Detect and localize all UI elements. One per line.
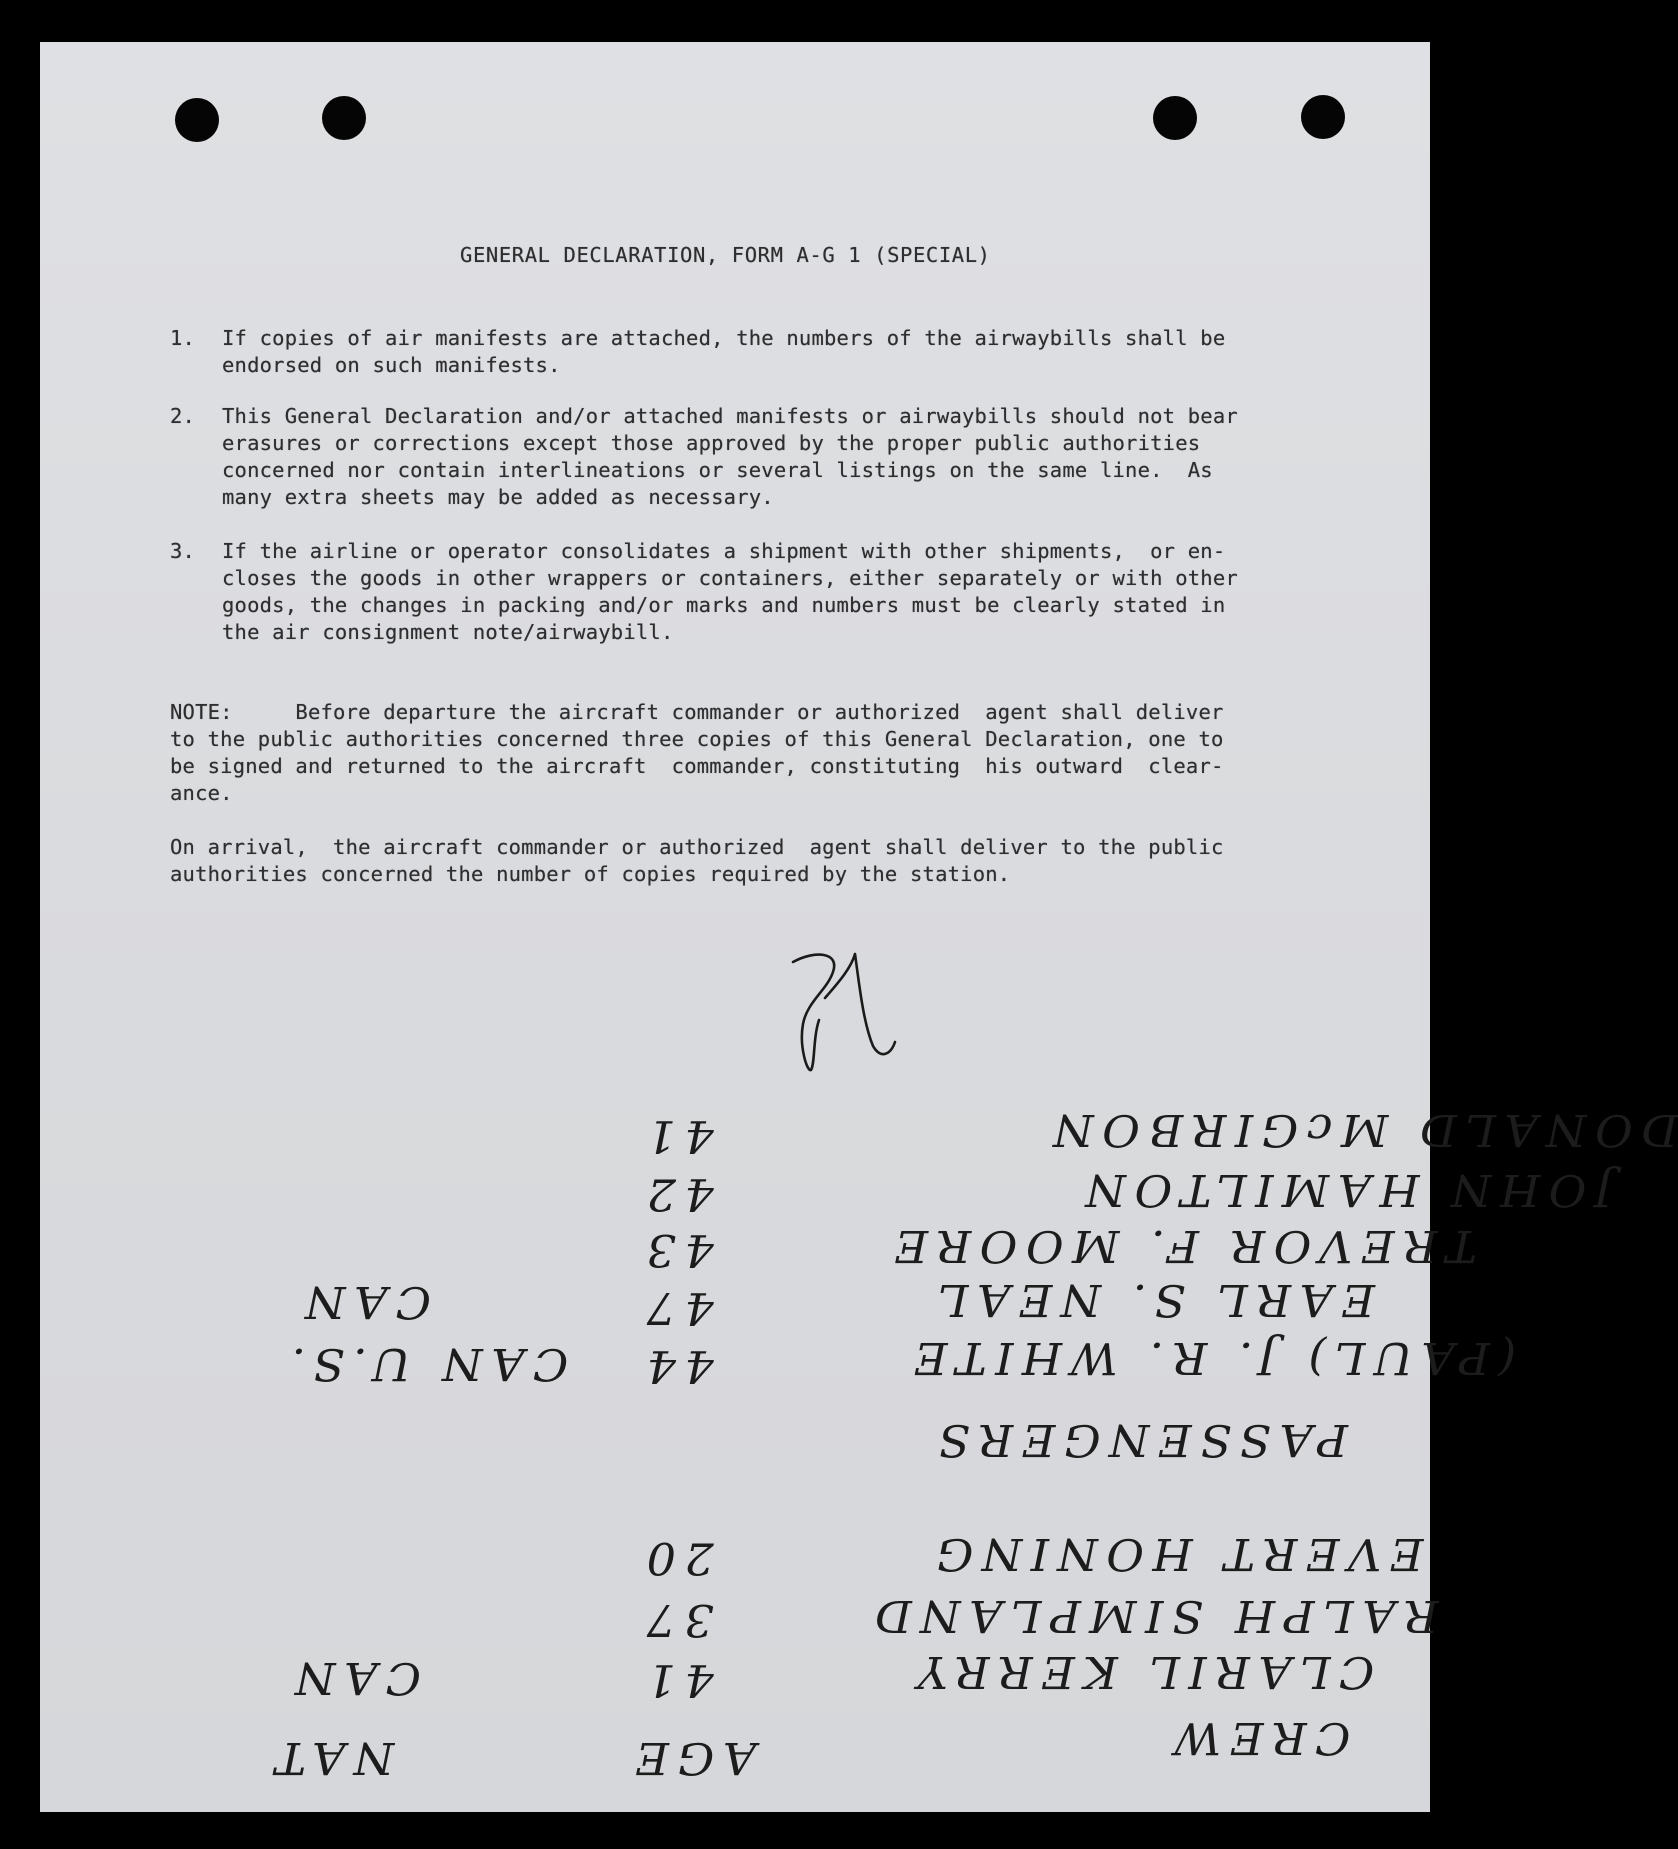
- note-line: ance.: [170, 781, 233, 805]
- note-line: to the public authorities concerned three copies of this General Declaration, one to: [170, 727, 1224, 751]
- crew-name: EVERT HONING: [928, 1528, 1424, 1579]
- instruction-item-1: [170, 325, 1350, 379]
- instruction-item-2: [170, 403, 1350, 511]
- crew-name: CLARIL KERRY: [908, 1646, 1375, 1697]
- item-line: endorsed on such manifests.: [222, 353, 561, 377]
- item-line: If the airline or operator consolidates a shipment with other shipments, or en-: [222, 539, 1226, 563]
- punch-hole: [1153, 96, 1197, 140]
- passenger-age: 43: [638, 1224, 714, 1275]
- item-number: 1.: [170, 326, 196, 350]
- handwritten-initials: [785, 942, 905, 1082]
- item-line: concerned nor contain interlineations or several listings on the same line. As: [222, 458, 1213, 482]
- passenger-name: JOHN HAMILTON: [1077, 1164, 1614, 1215]
- crew-header: CREW: [1165, 1712, 1351, 1763]
- crew-age: 37: [638, 1594, 714, 1645]
- passenger-age: 44: [638, 1340, 714, 1391]
- note-paragraph: [170, 699, 1360, 807]
- age-header: AGE: [626, 1732, 757, 1783]
- passenger-nationality: CAN: [296, 1276, 432, 1327]
- arrival-line: On arrival, the aircraft commander or authorized agent shall deliver to the public: [170, 835, 1224, 859]
- document-page: [40, 42, 1678, 1812]
- item-line: This General Declaration and/or attached manifests or airwaybills should not bear: [222, 404, 1238, 428]
- item-number: 2.: [170, 404, 196, 428]
- note-line: be signed and returned to the aircraft commander, constituting his outward clear-: [170, 754, 1224, 778]
- crew-name: RALPH SIMPLAND: [866, 1590, 1439, 1641]
- passenger-name: EARL S. NEAL: [929, 1274, 1376, 1325]
- passenger-name: TREVOR F. MOORE: [885, 1220, 1477, 1271]
- item-line: closes the goods in other wrappers or containers, either separately or with other: [222, 566, 1238, 590]
- item-line: goods, the changes in packing and/or marks and numbers must be clearly stated in: [222, 593, 1226, 617]
- arrival-paragraph: [170, 834, 1360, 888]
- punch-hole: [175, 98, 219, 142]
- passenger-age: 47: [638, 1282, 714, 1333]
- item-line: If copies of air manifests are attached, the numbers of the airwaybills shall be: [222, 326, 1226, 350]
- passenger-name: DONALD McGIRBON: [1044, 1104, 1678, 1155]
- instruction-item-3: [170, 538, 1350, 646]
- crew-age: 20: [638, 1532, 714, 1583]
- crew-nationality: CAN: [286, 1652, 422, 1703]
- arrival-line: authorities concerned the number of copies required by the station.: [170, 862, 1011, 886]
- item-line: erasures or corrections except those approved by the proper public authorities: [222, 431, 1201, 455]
- passenger-age: 42: [638, 1168, 714, 1219]
- passenger-age: 41: [638, 1110, 714, 1161]
- note-line: NOTE: Before departure the aircraft commander or authorized agent shall deliver: [170, 700, 1224, 724]
- passenger-name: (PAUL) J. R. WHITE: [905, 1332, 1517, 1383]
- item-line: many extra sheets may be added as necessary.: [222, 485, 774, 509]
- item-number: 3.: [170, 539, 196, 563]
- punch-hole: [322, 96, 366, 140]
- item-line: the air consignment note/airwaybill.: [222, 620, 674, 644]
- passengers-label: PASSENGERS: [930, 1414, 1348, 1465]
- form-title: GENERAL DECLARATION, FORM A-G 1 (SPECIAL): [460, 243, 991, 267]
- punch-hole: [1301, 95, 1345, 139]
- nationality-header: NAT: [266, 1732, 395, 1783]
- crew-age: 41: [638, 1654, 714, 1705]
- passenger-nationality: CAN U.S.: [283, 1338, 569, 1389]
